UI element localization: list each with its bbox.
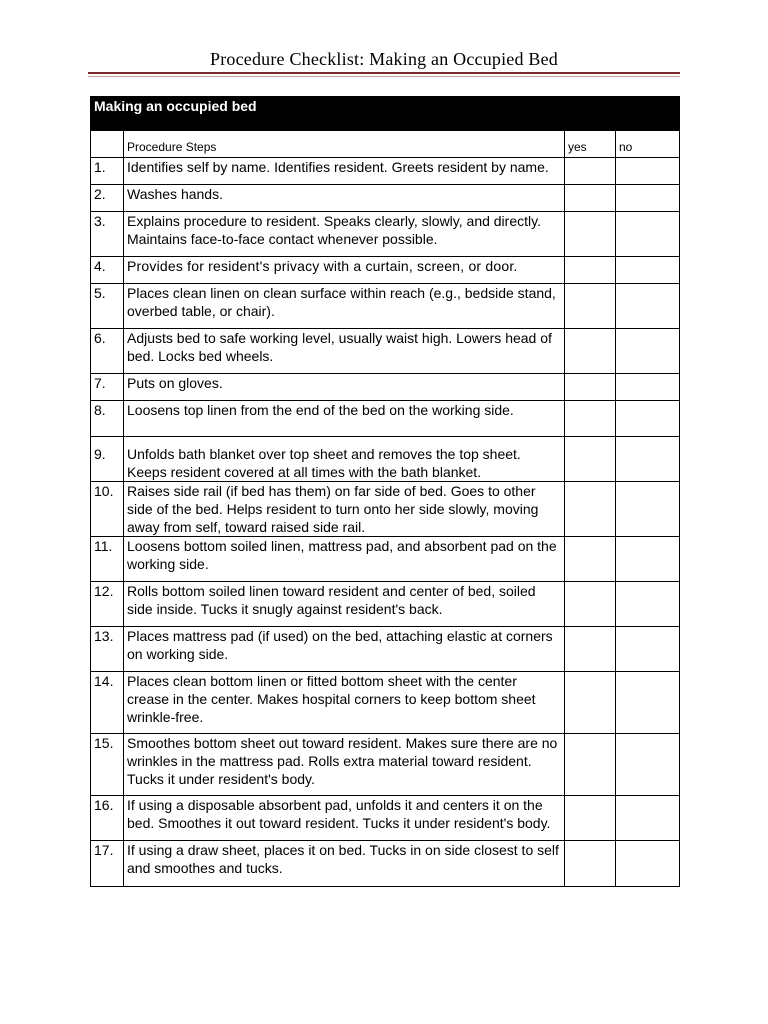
step-number: 7. (91, 374, 124, 401)
yes-checkbox-cell[interactable] (565, 401, 616, 437)
column-header-number (91, 131, 124, 158)
yes-checkbox-cell[interactable] (565, 212, 616, 257)
yes-checkbox-cell[interactable] (565, 185, 616, 212)
yes-checkbox-cell[interactable] (565, 796, 616, 841)
table-row (91, 537, 680, 582)
step-text: If using a disposable absorbent pad, unfolds it and centers it on the bed. Smoothes it out toward resident. Tucks it under resident's body. (124, 796, 565, 841)
table-row (91, 257, 680, 284)
step-number: 10. (91, 482, 124, 537)
yes-checkbox-cell[interactable] (565, 537, 616, 582)
no-checkbox-cell[interactable] (616, 841, 680, 887)
no-checkbox-cell[interactable] (616, 158, 680, 185)
step-text: Smoothes bottom sheet out toward resident. Makes sure there are no wrinkles in the mattress pad. Rolls extra material toward resident. Tucks it under resident's body. (124, 734, 565, 796)
step-text: Unfolds bath blanket over top sheet and removes the top sheet. Keeps resident covered at all times with the bath blanket. (124, 437, 565, 482)
step-number: 5. (91, 284, 124, 329)
column-header-steps: Procedure Steps (124, 131, 565, 158)
step-number: 8. (91, 401, 124, 437)
column-header-row (91, 131, 680, 158)
table-row (91, 672, 680, 734)
no-checkbox-cell[interactable] (616, 257, 680, 284)
step-text: Places clean linen on clean surface within reach (e.g., bedside stand, overbed table, or chair). (124, 284, 565, 329)
title-rule-secondary (88, 76, 680, 77)
step-text: Washes hands. (124, 185, 565, 212)
step-text: If using a draw sheet, places it on bed. Tucks in on side closest to self and smoothes and tucks. (124, 841, 565, 887)
table-row (91, 401, 680, 437)
step-text: Explains procedure to resident. Speaks clearly, slowly, and directly. Maintains face-to-face contact whenever possible. (124, 212, 565, 257)
table-row (91, 841, 680, 887)
yes-checkbox-cell[interactable] (565, 734, 616, 796)
step-number: 1. (91, 158, 124, 185)
step-number: 17. (91, 841, 124, 887)
table-header-row (91, 97, 680, 131)
step-text: Adjusts bed to safe working level, usually waist high. Lowers head of bed. Locks bed wheels. (124, 329, 565, 374)
no-checkbox-cell[interactable] (616, 627, 680, 672)
table-row (91, 582, 680, 627)
yes-checkbox-cell[interactable] (565, 582, 616, 627)
no-checkbox-cell[interactable] (616, 284, 680, 329)
step-number: 11. (91, 537, 124, 582)
no-checkbox-cell[interactable] (616, 537, 680, 582)
title-rule (88, 72, 680, 74)
yes-checkbox-cell[interactable] (565, 482, 616, 537)
no-checkbox-cell[interactable] (616, 212, 680, 257)
step-number: 15. (91, 734, 124, 796)
table-row (91, 796, 680, 841)
procedure-table (90, 96, 680, 887)
table-row (91, 212, 680, 257)
table-row (91, 284, 680, 329)
step-number: 9. (91, 437, 124, 482)
step-number: 3. (91, 212, 124, 257)
step-text: Loosens bottom soiled linen, mattress pad, and absorbent pad on the working side. (124, 537, 565, 582)
yes-checkbox-cell[interactable] (565, 257, 616, 284)
step-text: Identifies self by name. Identifies resident. Greets resident by name. (124, 158, 565, 185)
yes-checkbox-cell[interactable] (565, 374, 616, 401)
step-number: 4. (91, 257, 124, 284)
step-number: 2. (91, 185, 124, 212)
no-checkbox-cell[interactable] (616, 482, 680, 537)
column-header-yes: yes (565, 131, 616, 158)
document-title: Procedure Checklist: Making an Occupied Bed (209, 49, 558, 69)
no-checkbox-cell[interactable] (616, 437, 680, 482)
table-row (91, 158, 680, 185)
table-header: Making an occupied bed (91, 97, 680, 131)
no-checkbox-cell[interactable] (616, 582, 680, 627)
step-number: 16. (91, 796, 124, 841)
step-number: 13. (91, 627, 124, 672)
step-number: 14. (91, 672, 124, 734)
step-number: 12. (91, 582, 124, 627)
column-header-no: no (616, 131, 680, 158)
no-checkbox-cell[interactable] (616, 672, 680, 734)
table-row (91, 627, 680, 672)
step-text: Puts on gloves. (124, 374, 565, 401)
no-checkbox-cell[interactable] (616, 796, 680, 841)
no-checkbox-cell[interactable] (616, 734, 680, 796)
step-text: Places clean bottom linen or fitted bottom sheet with the center crease in the center. Makes hospital corners to keep bottom sheet wrinkle-free. (124, 672, 565, 734)
step-text: Loosens top linen from the end of the bed on the working side. (124, 401, 565, 437)
yes-checkbox-cell[interactable] (565, 841, 616, 887)
yes-checkbox-cell[interactable] (565, 284, 616, 329)
table-row (91, 734, 680, 796)
step-text: Provides for resident's privacy with a curtain, screen, or door. (124, 257, 565, 284)
step-text: Places mattress pad (if used) on the bed, attaching elastic at corners on working side. (124, 627, 565, 672)
table-row (91, 185, 680, 212)
yes-checkbox-cell[interactable] (565, 437, 616, 482)
yes-checkbox-cell[interactable] (565, 158, 616, 185)
table-row (91, 374, 680, 401)
step-text: Raises side rail (if bed has them) on far side of bed. Goes to other side of the bed. Helps resident to turn onto her side slowly, moving away from self, toward raised side rail. (124, 482, 565, 537)
no-checkbox-cell[interactable] (616, 329, 680, 374)
yes-checkbox-cell[interactable] (565, 329, 616, 374)
yes-checkbox-cell[interactable] (565, 627, 616, 672)
step-text: Rolls bottom soiled linen toward resident and center of bed, soiled side inside. Tucks it snugly against resident's back. (124, 582, 565, 627)
table-row (91, 482, 680, 537)
table-row (91, 437, 680, 482)
no-checkbox-cell[interactable] (616, 374, 680, 401)
step-number: 6. (91, 329, 124, 374)
no-checkbox-cell[interactable] (616, 401, 680, 437)
table-row (91, 329, 680, 374)
no-checkbox-cell[interactable] (616, 185, 680, 212)
yes-checkbox-cell[interactable] (565, 672, 616, 734)
